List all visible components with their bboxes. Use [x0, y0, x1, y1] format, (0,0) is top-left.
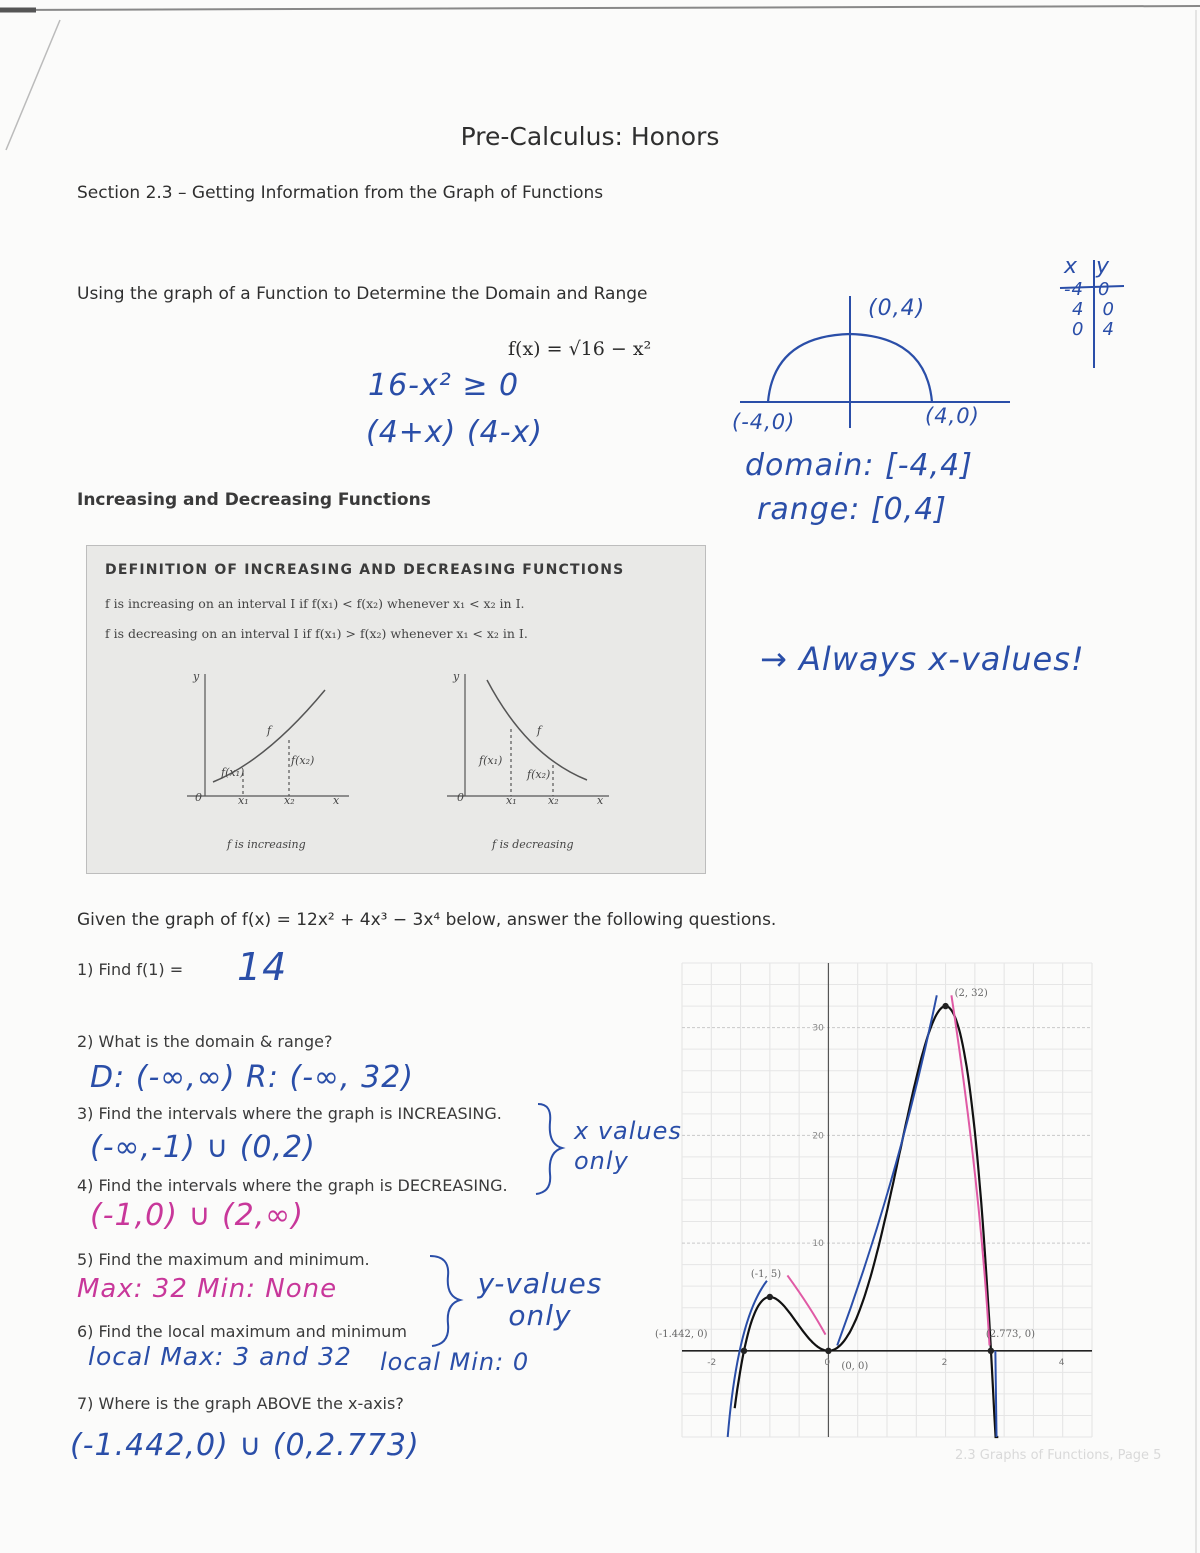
- page-footer: 2.3 Graphs of Functions, Page 5: [955, 1448, 1162, 1463]
- key-point: [988, 1348, 994, 1354]
- y-tick-label: 10: [812, 1239, 824, 1250]
- key-point-label: (-1, 5): [750, 1268, 782, 1280]
- answer-3: (-∞,-1) ∪ (0,2): [90, 1130, 316, 1165]
- inc-fx2-label: f(x₂): [291, 754, 315, 767]
- xy-table: [1064, 254, 1115, 340]
- xy-header-x: x: [1064, 254, 1079, 279]
- polynomial-graph: [654, 955, 1102, 1445]
- definition-title: DEFINITION OF INCREASING AND DECREASING FUNCTIONS: [105, 562, 625, 578]
- x-tick-label: 4: [1058, 1357, 1065, 1368]
- answer-5-text: Max: 32 Min: None: [77, 1274, 338, 1304]
- key-point: [741, 1348, 747, 1354]
- answer-5: [77, 1274, 337, 1304]
- definition-decreasing: f is decreasing on an interval I if f(x₁) > f(x₂) whenever x₁ < x₂ in I.: [105, 626, 528, 641]
- handwritten-always-note: → Always x-values!: [760, 640, 1085, 678]
- increasing-decreasing-heading: Increasing and Decreasing Functions: [77, 490, 431, 510]
- page-title: Pre-Calculus: Honors: [460, 122, 720, 151]
- dec-x1-label: x₁: [506, 794, 517, 807]
- dec-fx2-label: f(x₂): [527, 768, 551, 781]
- dec-x-label: x: [597, 794, 604, 807]
- chart-grid: [682, 963, 1092, 1437]
- question-2: 2) What is the domain & range?: [77, 1032, 333, 1051]
- inc-x-label: x: [333, 794, 340, 807]
- definition-graph-labels: [87, 546, 705, 873]
- note-x-values: x values only: [574, 1117, 682, 1175]
- xy-cell: 4: [1072, 299, 1085, 320]
- dec-x2-label: x₂: [548, 794, 559, 807]
- annotation-decreasing-right: [951, 995, 989, 1345]
- inc-x2-label: x₂: [284, 794, 295, 807]
- annotation-decreasing-left: [787, 1275, 825, 1334]
- definition-increasing: f is increasing on an interval I if f(x₁) < f(x₂) whenever x₁ < x₂ in I.: [105, 596, 525, 611]
- sketch-label-top: (0,4): [868, 296, 926, 321]
- answer-1: 14: [237, 945, 288, 989]
- xy-header-y: y: [1096, 254, 1111, 279]
- y-tick-label: 30: [812, 1023, 824, 1034]
- section-heading: Section 2.3 – Getting Information from the Graph of Functions: [77, 183, 604, 203]
- answer-6-max: local Max: 3 and 32: [88, 1342, 352, 1371]
- dec-caption: f is decreasing: [492, 838, 574, 851]
- answer-6-min: local Min: 0: [380, 1348, 530, 1376]
- key-point-label: (2.773, 0): [985, 1328, 1036, 1340]
- key-point-label: (2, 32): [954, 988, 988, 1000]
- question-1: 1) Find f(1) =: [77, 960, 184, 979]
- handwritten-inequality: 16-x² ≥ 0: [368, 368, 520, 403]
- definition-box: [86, 545, 706, 874]
- key-point-label: (-1.442, 0): [654, 1328, 708, 1340]
- inc-f-label: f: [267, 724, 272, 737]
- inc-caption: f is increasing: [227, 838, 306, 851]
- answer-4: (-1,0) ∪ (2,∞): [90, 1198, 304, 1233]
- key-point-label: (0, 0): [841, 1360, 869, 1372]
- domain-range-heading: Using the graph of a Function to Determine the Domain and Range: [77, 284, 648, 304]
- xy-cell: -4: [1064, 279, 1084, 300]
- dec-zero-label: 0: [457, 791, 464, 804]
- question-4: 4) Find the intervals where the graph is DECREASING.: [77, 1176, 508, 1195]
- inc-fx1-label: f(x₁): [221, 766, 245, 779]
- note-y-values: y-values only: [477, 1267, 603, 1332]
- xy-cell: 0: [1072, 319, 1085, 340]
- dec-f-label: f: [537, 724, 542, 737]
- function-definition: f(x) = √16 − x²: [508, 338, 652, 360]
- handwritten-domain: domain: [-4,4]: [745, 448, 973, 483]
- chart-points: [655, 988, 1035, 1372]
- xy-cell: 4: [1102, 319, 1115, 340]
- y-tick-label: 20: [812, 1131, 824, 1142]
- brace-increasing-decreasing: [528, 1100, 588, 1200]
- xy-cell: 0: [1102, 299, 1115, 320]
- question-3: 3) Find the intervals where the graph is INCREASING.: [77, 1104, 502, 1123]
- annotation-down-arrow: [995, 1351, 996, 1437]
- dec-fx1-label: f(x₁): [479, 754, 503, 767]
- question-6: 6) Find the local maximum and minimum: [77, 1322, 407, 1341]
- x-tick-label: -2: [707, 1357, 717, 1368]
- given-statement: Given the graph of f(x) = 12x² + 4x³ − 3x⁴ below, answer the following questions.: [77, 910, 777, 930]
- answer-2: D: (-∞,∞) R: (-∞, 32): [90, 1060, 414, 1095]
- key-point: [767, 1294, 773, 1300]
- handwritten-factoring: (4+x) (4-x): [366, 415, 543, 450]
- question-5: 5) Find the maximum and minimum.: [77, 1250, 370, 1269]
- key-point: [825, 1348, 831, 1354]
- x-tick-label: 2: [941, 1357, 948, 1368]
- dec-y-label: y: [453, 670, 460, 683]
- answer-7: (-1.442,0) ∪ (0,2.773): [70, 1428, 420, 1463]
- sketch-label-left: (-4,0): [732, 410, 796, 434]
- x-tick-label: 0: [824, 1357, 831, 1368]
- handwritten-range: range: [0,4]: [757, 492, 947, 527]
- xy-cell: 0: [1097, 279, 1111, 300]
- inc-y-label: y: [193, 670, 200, 683]
- question-7: 7) Where is the graph ABOVE the x-axis?: [77, 1394, 404, 1413]
- inc-zero-label: 0: [195, 791, 202, 804]
- inc-x1-label: x₁: [238, 794, 249, 807]
- annotation-increasing-left: [728, 1281, 767, 1437]
- brace-max-min: [430, 1252, 480, 1352]
- sketch-label-right: (4,0): [925, 404, 980, 428]
- key-point: [942, 1003, 948, 1009]
